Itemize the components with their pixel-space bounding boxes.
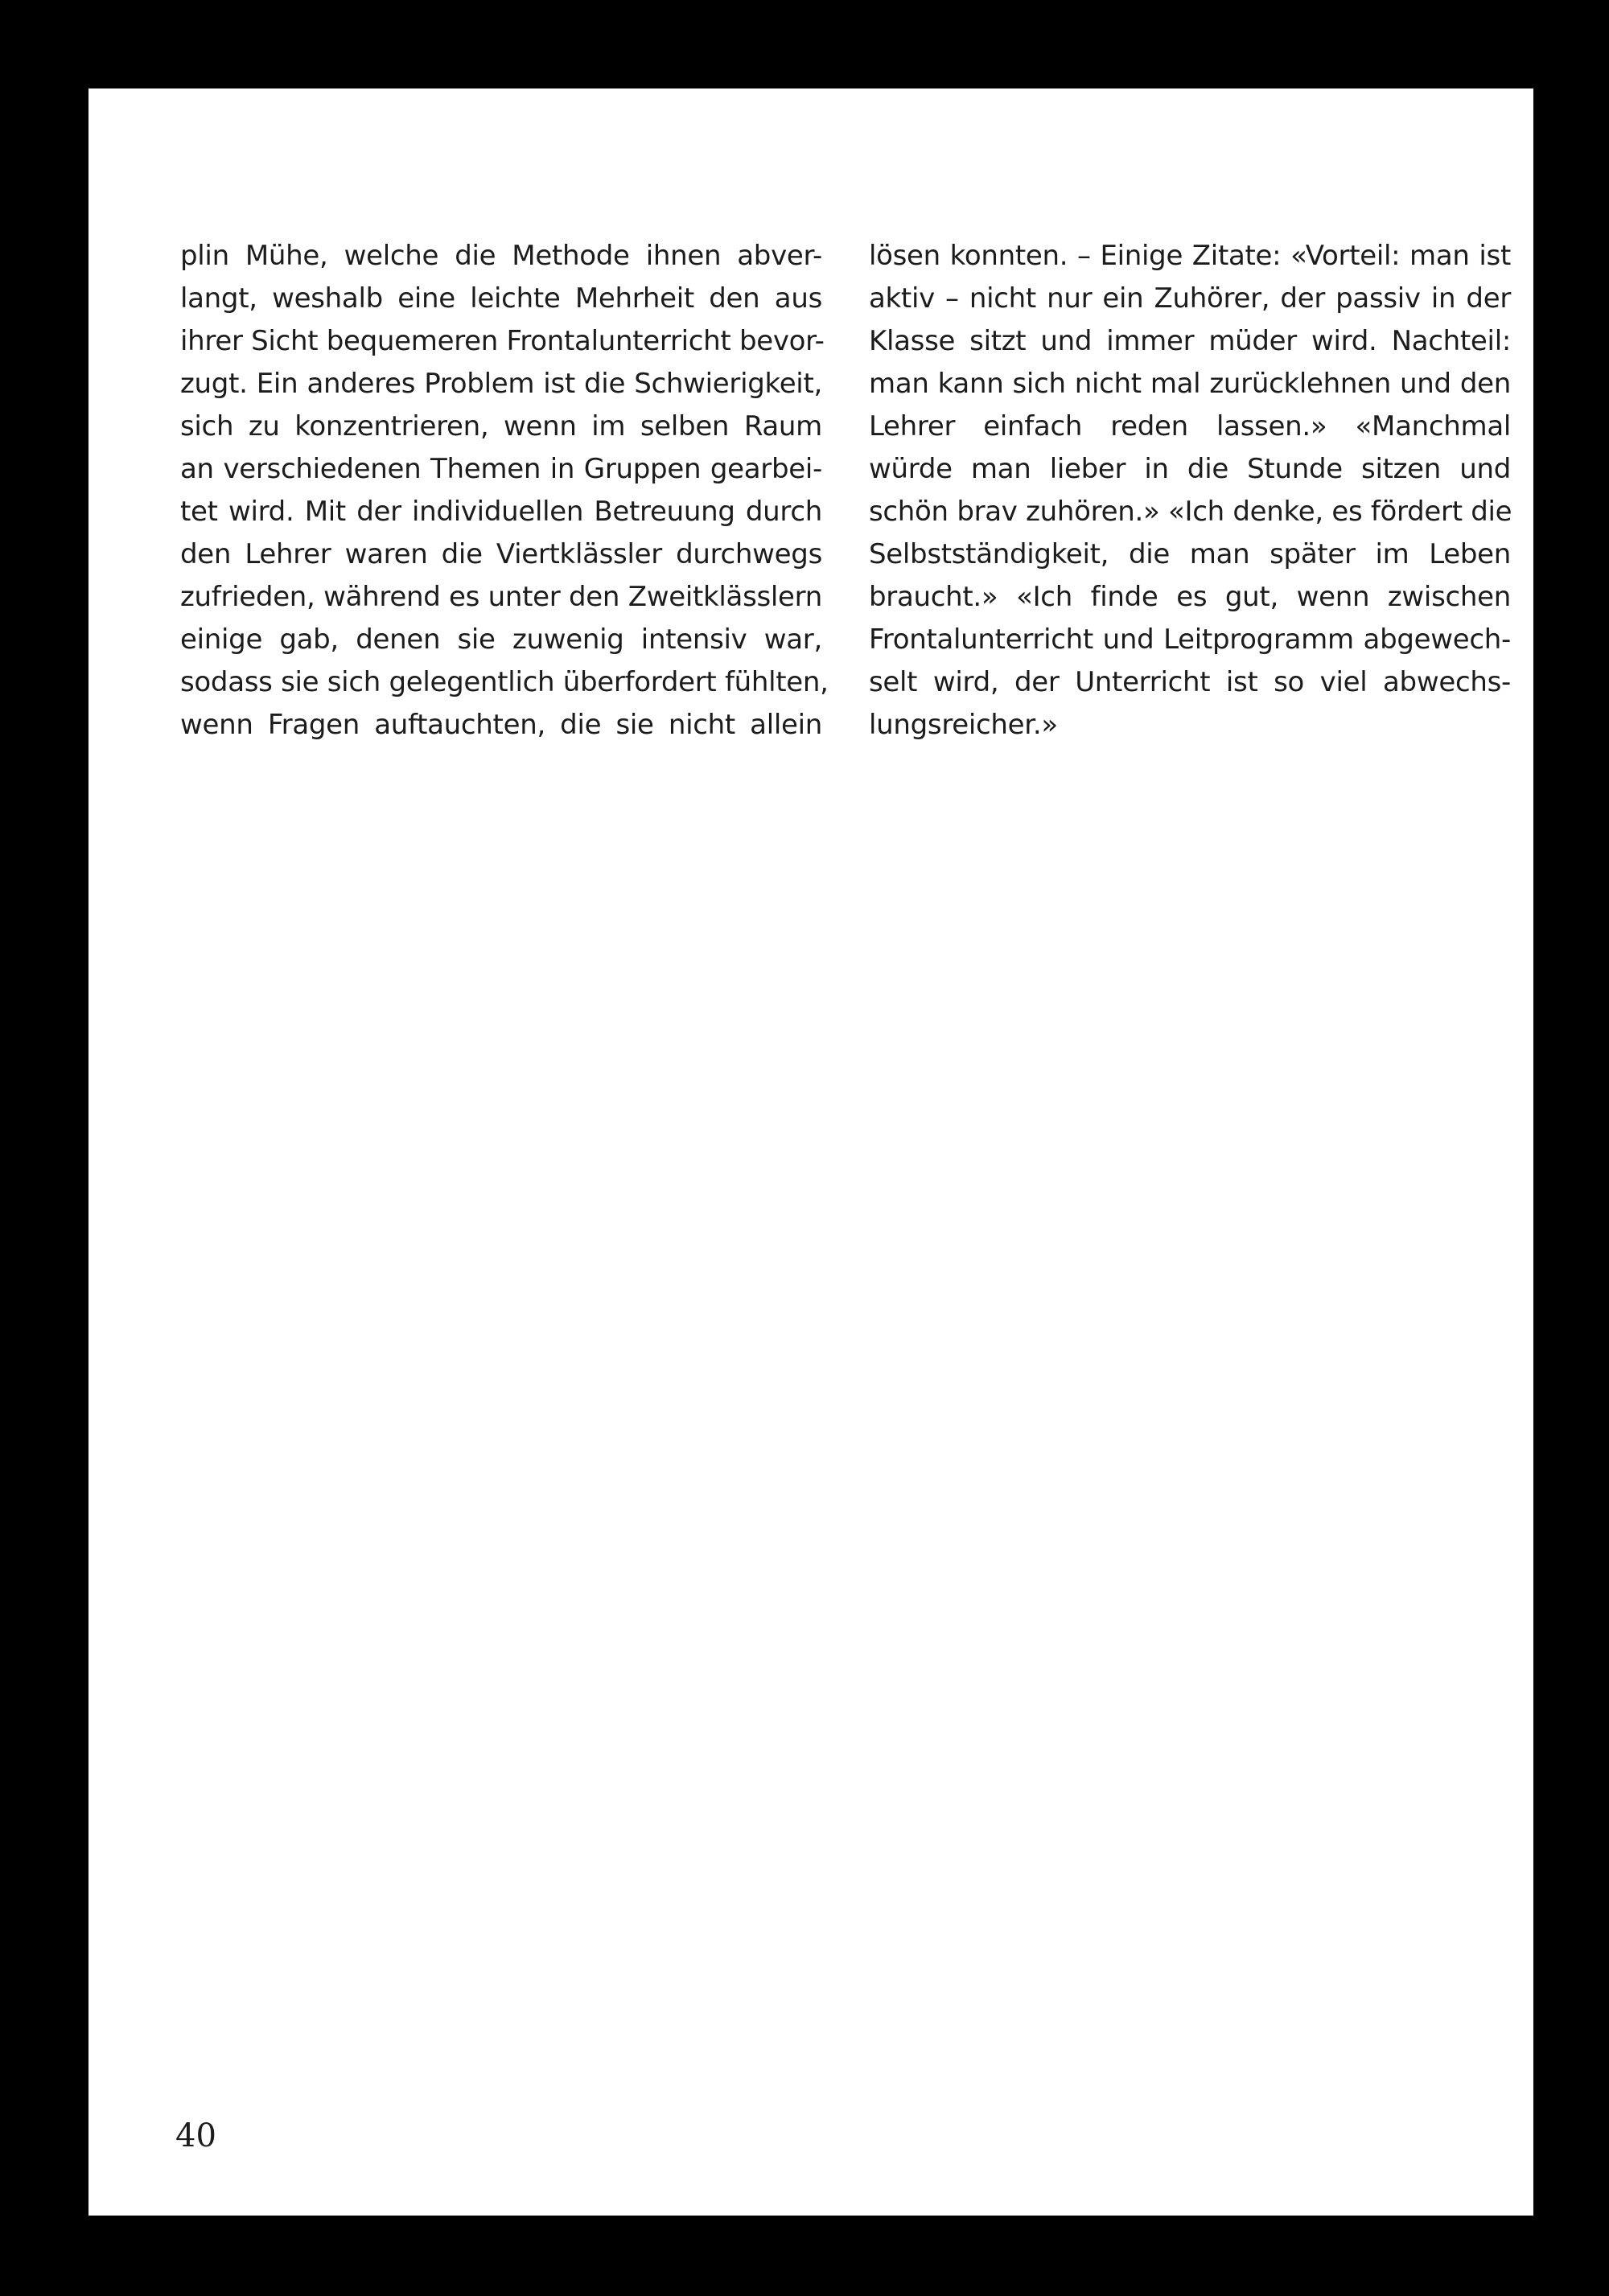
text-line: Frontalunterricht und Leitprogramm abgewech- [869, 623, 1511, 656]
text-line: an verschiedenen Themen in Gruppen gearbei- [180, 453, 822, 485]
page-number: 40 [175, 2117, 216, 2154]
text-line: plin Mühe, welche die Methode ihnen abver- [180, 240, 822, 272]
text-line: man kann sich nicht mal zurücklehnen und den [869, 368, 1511, 400]
right-text-column [869, 235, 1511, 747]
text-line: lungsreicher.» [869, 709, 1058, 741]
text-line: braucht.» «Ich finde es gut, wenn zwischen [869, 581, 1511, 613]
text-line: aktiv – nicht nur ein Zuhörer, der passiv in der [869, 282, 1511, 315]
text-line: Klasse sitzt und immer müder wird. Nachteil: [869, 325, 1511, 357]
text-line: den Lehrer waren die Viertklässler durchwegs [180, 538, 822, 570]
text-line: tet wird. Mit der individuellen Betreuung durch [180, 496, 822, 528]
text-line: zugt. Ein anderes Problem ist die Schwierigkeit, [180, 368, 822, 400]
text-line: wenn Fragen auftauchten, die sie nicht allein [180, 709, 822, 741]
text-line: schön brav zuhören.» «Ich denke, es fördert die [869, 496, 1512, 528]
text-line: einige gab, denen sie zuwenig intensiv war, [180, 623, 822, 656]
text-line: Selbstständigkeit, die man später im Leben [869, 538, 1511, 570]
text-line: selt wird, der Unterricht ist so viel abwechs- [869, 666, 1511, 698]
text-line: Lehrer einfach reden lassen.» «Manchmal [869, 410, 1511, 442]
text-line: langt, weshalb eine leichte Mehrheit den aus [180, 282, 822, 315]
text-line: zufrieden, während es unter den Zweitklässlern [180, 581, 822, 613]
text-line: würde man lieber in die Stunde sitzen und [869, 453, 1511, 485]
text-line: sodass sie sich gelegentlich überfordert fühlten, [180, 666, 829, 698]
text-line: ihrer Sicht bequemeren Frontalunterricht bevor- [180, 325, 825, 357]
document-page [88, 88, 1533, 2216]
text-line: sich zu konzentrieren, wenn im selben Raum [180, 410, 822, 442]
left-text-column [180, 235, 829, 747]
text-line: lösen konnten. – Einige Zitate: «Vorteil: man ist [869, 240, 1511, 272]
